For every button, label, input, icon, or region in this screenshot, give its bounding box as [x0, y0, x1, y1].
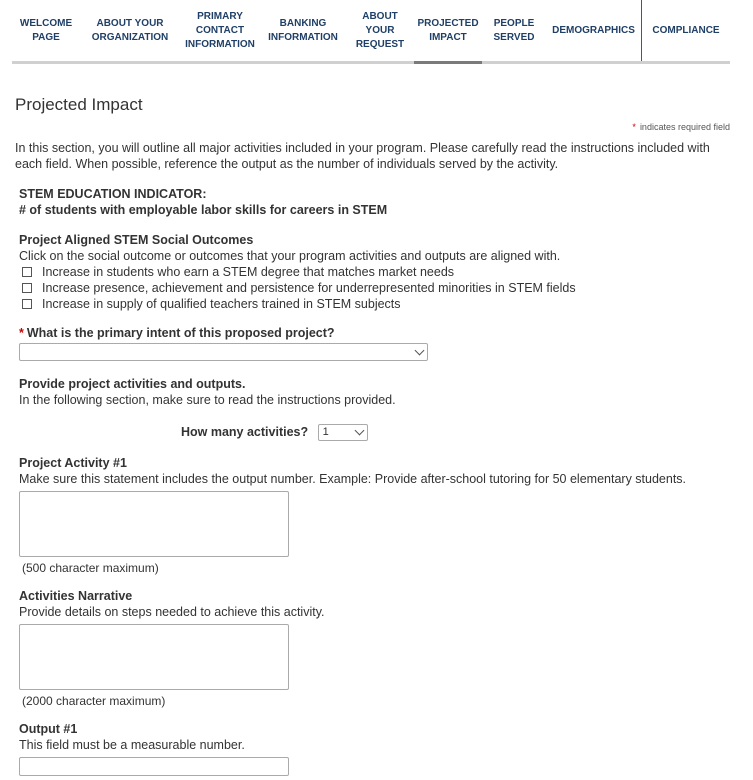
intent-select[interactable]: [19, 343, 428, 361]
activity-count-row: [19, 424, 729, 442]
activity1-limit: (500 character maximum): [22, 561, 159, 575]
tab-welcome-page[interactable]: [12, 0, 80, 61]
tab-label: ABOUT YOUR REQUEST: [355, 10, 405, 50]
outcome-checkbox-3[interactable]: [22, 299, 32, 309]
activity1-textarea[interactable]: [19, 491, 289, 557]
activity1-heading: Project Activity #1: [19, 456, 127, 470]
tab-about-your-request[interactable]: [346, 0, 414, 61]
tab-label: DEMOGRAPHICS: [552, 24, 635, 36]
required-asterisk: *: [19, 326, 24, 340]
outcomes-instruction: Click on the social outcome or outcomes that your program activities and outputs are aligned with.: [19, 249, 561, 263]
tab-compliance[interactable]: [642, 0, 730, 61]
output1-input[interactable]: [19, 757, 289, 776]
narrative-instruction: Provide details on steps needed to achieve this activity.: [19, 605, 325, 619]
output1-heading: Output #1: [19, 722, 78, 736]
narrative-heading: Activities Narrative: [19, 589, 133, 603]
tab-label: BANKING INFORMATION: [268, 17, 338, 43]
intro-text: In this section, you will outline all major activities included in your program. Please carefully read the instructions included with each field. When possible, reference the output as the number of individuals served by the activity.: [15, 141, 710, 171]
activity-count-label: How many activities?: [181, 424, 309, 439]
outcome-checkbox-2[interactable]: [22, 283, 32, 293]
activities-instruction: In the following section, make sure to read the instructions provided.: [19, 393, 396, 407]
tab-label: COMPLIANCE: [652, 24, 720, 36]
tab-label: PROJECTED IMPACT: [417, 17, 479, 43]
tab-people-served[interactable]: [482, 0, 546, 61]
outcome-checkbox-1[interactable]: [22, 267, 32, 277]
tab-about-your-organization[interactable]: [80, 0, 180, 61]
outcome-option-2[interactable]: Increase presence, achievement and persistence for underrepresented minorities in STEM fields: [19, 280, 729, 296]
tab-banking-information[interactable]: [260, 0, 346, 61]
outcome-option-3[interactable]: Increase in supply of qualified teachers trained in STEM subjects: [19, 296, 729, 312]
output1-instruction: This field must be a measurable number.: [19, 738, 245, 752]
outcome-option-1[interactable]: Increase in students who earn a STEM degree that matches market needs: [19, 264, 729, 280]
chevron-down-icon: [354, 426, 364, 436]
tab-projected-impact[interactable]: [414, 0, 482, 61]
indicator-subheading: # of students with employable labor skills for careers in STEM: [19, 203, 388, 217]
narrative-limit: (2000 character maximum): [22, 694, 166, 708]
narrative-textarea[interactable]: [19, 624, 289, 690]
tab-label: ABOUT YOUR ORGANIZATION: [91, 17, 169, 43]
chevron-down-icon: [415, 346, 425, 356]
tab-label: PEOPLE SERVED: [493, 17, 535, 43]
tab-label: WELCOME PAGE: [19, 17, 73, 43]
indicator-heading: STEM EDUCATION INDICATOR:: [19, 187, 207, 201]
tab-demographics[interactable]: [546, 0, 642, 61]
projected-impact-form: [19, 186, 729, 776]
required-note: * indicates required field: [632, 122, 730, 132]
required-asterisk: *: [632, 122, 636, 132]
section-tabs: [12, 0, 730, 64]
tab-label: PRIMARY CONTACT INFORMATION: [185, 10, 255, 50]
activities-heading: Provide project activities and outputs.: [19, 377, 246, 391]
outcomes-heading: Project Aligned STEM Social Outcomes: [19, 233, 254, 247]
activity1-instruction: Make sure this statement includes the output number. Example: Provide after-school tutoring for 50 elementary students.: [19, 472, 687, 486]
tab-primary-contact-information[interactable]: [180, 0, 260, 61]
activity-count-select[interactable]: 1: [318, 424, 368, 441]
page-title: Projected Impact: [15, 95, 143, 114]
intent-label: * What is the primary intent of this proposed project?: [19, 326, 335, 340]
